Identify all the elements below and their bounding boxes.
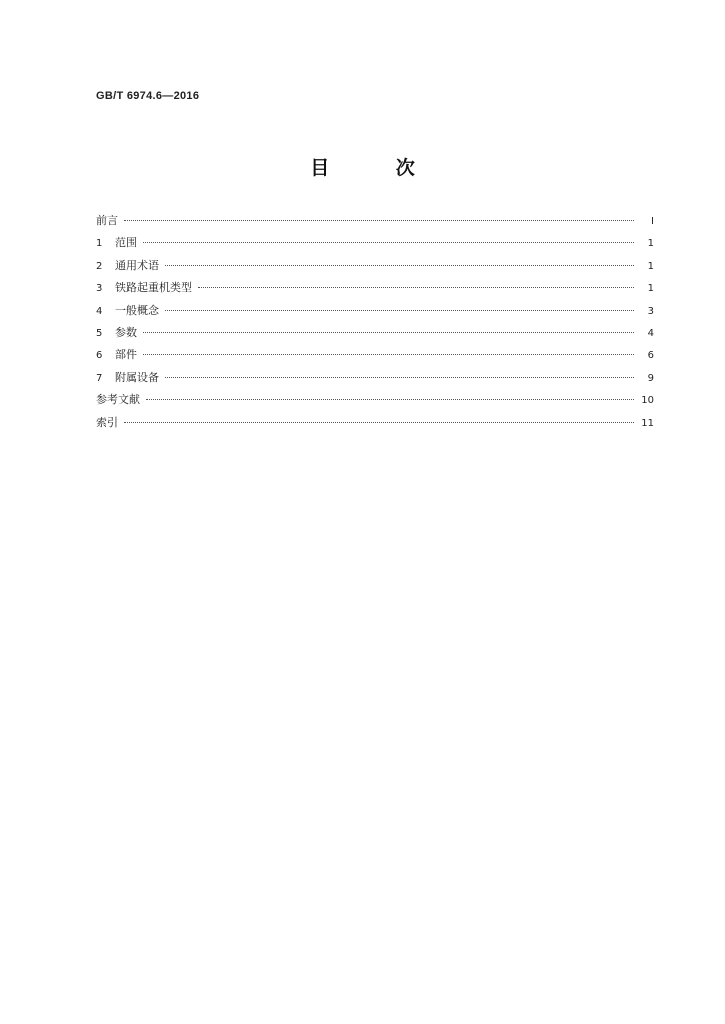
toc-entry-references[interactable]	[96, 391, 654, 413]
toc-entry-index[interactable]	[96, 414, 654, 436]
toc-entry-number: 2	[96, 260, 103, 272]
dot-leader	[143, 332, 634, 333]
toc-entry-page: 4	[647, 327, 654, 339]
toc-entry-label: 附属设备	[115, 370, 159, 384]
toc-entry-page: 3	[647, 305, 654, 317]
dot-leader	[146, 399, 634, 400]
toc-entry-number: 4	[96, 305, 103, 317]
toc-entry-number: 3	[96, 283, 103, 295]
dot-leader	[143, 354, 634, 355]
toc-entry-components[interactable]	[96, 346, 654, 368]
toc-entry-page: 9	[647, 372, 654, 384]
toc-title: 目 次	[310, 157, 445, 179]
toc-entry-label: 部件	[115, 348, 137, 362]
dot-leader	[165, 310, 634, 311]
toc-entry-number: 1	[96, 238, 103, 250]
toc-entry-page: 6	[647, 350, 654, 362]
toc-entry-label: 参考文献	[96, 393, 140, 407]
dot-leader	[198, 287, 634, 288]
toc-entry-foreword[interactable]	[96, 212, 654, 234]
toc-entry-page: 10	[641, 395, 654, 407]
toc-entry-page: Ⅰ	[651, 216, 654, 227]
dot-leader	[124, 220, 634, 221]
toc-entry-page: 1	[647, 283, 654, 295]
toc-entry-number: 7	[96, 372, 103, 384]
dot-leader	[124, 422, 634, 423]
toc-entry-page: 1	[647, 260, 654, 272]
toc-entry-label: 一般概念	[115, 303, 159, 317]
toc-entry-label: 参数	[115, 325, 137, 339]
toc-entry-scope[interactable]	[96, 234, 654, 256]
toc-entry-general-concepts[interactable]	[96, 302, 654, 324]
document-code: GB/T 6974.6—2016	[96, 90, 200, 102]
toc-entry-parameters[interactable]	[96, 324, 654, 346]
toc-entry-label: 铁路起重机类型	[115, 281, 192, 295]
toc-entry-page: 11	[641, 417, 654, 429]
toc-entry-number: 6	[96, 350, 103, 362]
dot-leader	[165, 377, 634, 378]
dot-leader	[165, 265, 634, 266]
toc-entry-label: 通用术语	[115, 258, 159, 272]
dot-leader	[143, 242, 634, 243]
table-of-contents	[96, 212, 654, 436]
toc-entry-label: 索引	[96, 415, 118, 429]
toc-entry-label: 前言	[96, 214, 118, 227]
toc-entry-crane-types[interactable]	[96, 279, 654, 301]
toc-entry-general-terms[interactable]	[96, 257, 654, 279]
toc-entry-label: 范围	[115, 236, 137, 250]
toc-entry-number: 5	[96, 327, 103, 339]
toc-entry-accessories[interactable]	[96, 369, 654, 391]
toc-entry-page: 1	[647, 238, 654, 250]
